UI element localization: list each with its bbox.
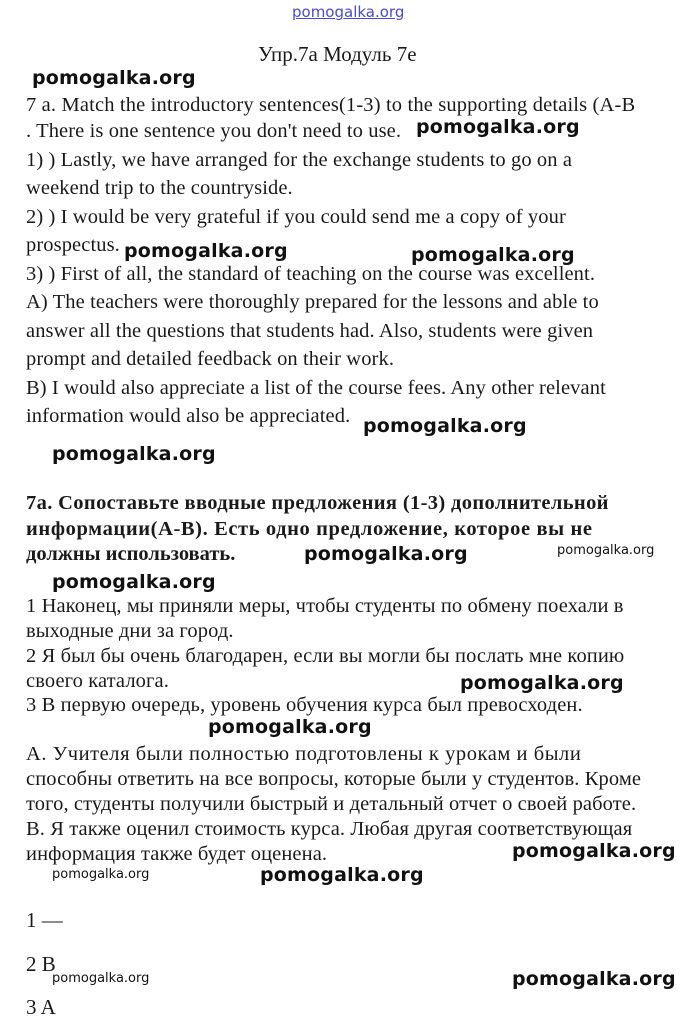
ru-line-4: своего каталога. <box>26 670 169 692</box>
ru-line-8: того, студенты получили быстрый и детальный отчет о своей работе. <box>26 793 637 815</box>
ru-line-5: 3 В первую очередь, уровень обучения курса был превосходен. <box>26 694 583 716</box>
watermark: pomogalka.org <box>52 571 216 593</box>
ru-heading-line-1: 7a. Сопоставьте вводные предложения (1-3) дополнительной <box>26 492 609 514</box>
en-line-8: A) The teachers were thoroughly prepared for the lessons and able to <box>26 291 599 313</box>
en-line-11: B) I would also appreciate a list of the course fees. Any other relevant <box>26 377 606 399</box>
watermark: pomogalka.org <box>52 867 150 882</box>
watermark: pomogalka.org <box>557 543 655 558</box>
answer-2: 2 B <box>26 952 56 976</box>
watermark: pomogalka.org <box>52 443 216 465</box>
watermark: pomogalka.org <box>416 116 580 138</box>
en-line-4: weekend trip to the countryside. <box>26 177 293 199</box>
en-line-5: 2) ) I would be very grateful if you could send me a copy of your <box>26 206 566 228</box>
site-link-header[interactable]: pomogalka.org <box>292 3 405 21</box>
watermark: pomogalka.org <box>52 971 150 986</box>
en-line-12: information would also be appreciated. <box>26 405 351 427</box>
answer-3: 3 A <box>26 995 56 1019</box>
ru-line-10: информация также будет оценена. <box>26 843 328 865</box>
watermark: pomogalka.org <box>363 415 527 437</box>
watermark: pomogalka.org <box>512 840 676 862</box>
ru-heading-line-3: должны использовать. <box>26 543 236 565</box>
watermark: pomogalka.org <box>32 67 196 89</box>
ru-line-7: способны ответить на все вопросы, которые были у студентов. Кроме <box>26 768 642 790</box>
watermark: pomogalka.org <box>260 864 424 886</box>
watermark: pomogalka.org <box>208 716 372 738</box>
ru-heading-line-2: информации(A-B). Есть одно предложение, которое вы не <box>26 518 593 540</box>
en-line-9: answer all the questions that students had. Also, students were given <box>26 320 594 342</box>
en-line-7: 3) ) First of all, the standard of teaching on the course was excellent. <box>26 263 596 285</box>
ru-line-1: 1 Наконец, мы приняли меры, чтобы студенты по обмену поехали в <box>26 595 624 617</box>
watermark: pomogalka.org <box>124 240 288 262</box>
watermark: pomogalka.org <box>460 672 624 694</box>
en-line-10: prompt and detailed feedback on their work. <box>26 348 395 370</box>
en-line-2: . There is one sentence you don't need to use. <box>26 120 402 142</box>
en-line-1: 7 a. Match the introductory sentences(1-3) to the supporting details (A-B <box>26 94 636 116</box>
page-title: Упр.7а Модуль 7е <box>258 42 417 66</box>
ru-line-3: 2 Я был бы очень благодарен, если вы могли бы послать мне копию <box>26 645 625 667</box>
ru-line-2: выходные дни за город. <box>26 620 234 642</box>
answer-1: 1 — <box>26 908 63 932</box>
en-line-6: prospectus. <box>26 234 120 256</box>
watermark: pomogalka.org <box>512 968 676 990</box>
watermark: pomogalka.org <box>411 244 575 266</box>
ru-line-6: А. Учителя были полностью подготовлены к урокам и были <box>26 743 582 765</box>
watermark: pomogalka.org <box>304 543 468 565</box>
en-line-3: 1) ) Lastly, we have arranged for the exchange students to go on a <box>26 149 573 171</box>
ru-line-9: В. Я также оценил стоимость курса. Любая другая соответствующая <box>26 818 633 840</box>
